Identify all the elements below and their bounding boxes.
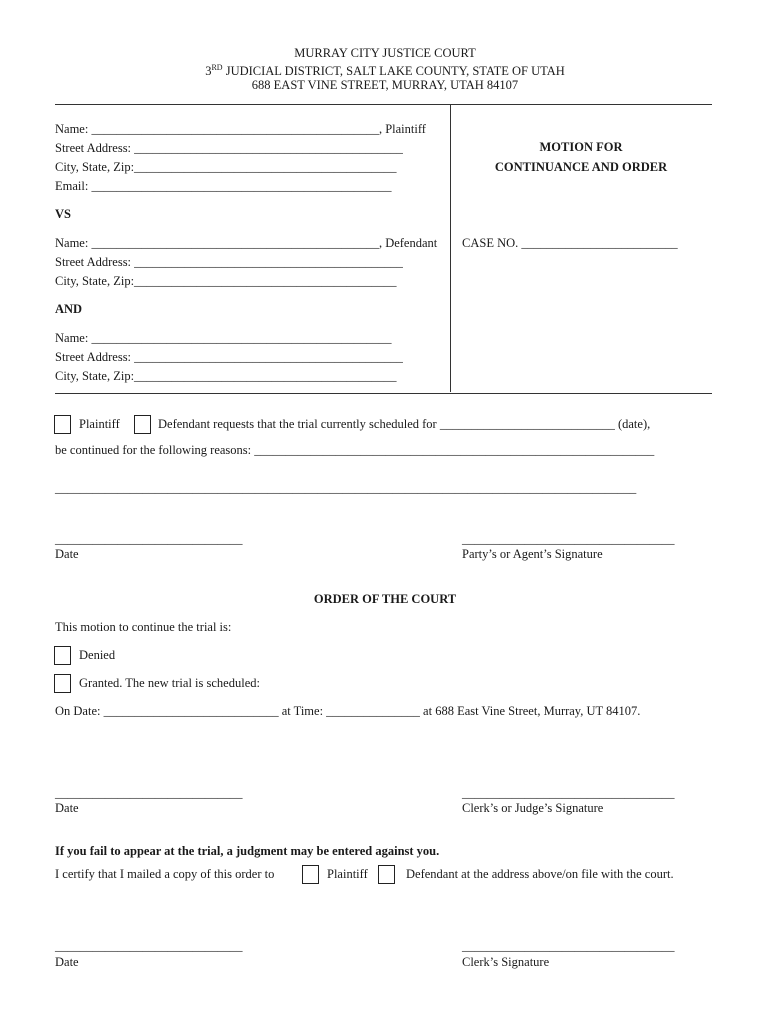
district-line bbox=[0, 64, 770, 78]
clerk-signature-label: Clerk’s Signature bbox=[462, 955, 550, 969]
caption-bottom-divider bbox=[55, 393, 712, 394]
date-label: Date bbox=[55, 547, 79, 561]
certify-defendant-text: Defendant at the address above/on file with the court. bbox=[406, 867, 674, 881]
reasons-field-extra[interactable]: _____________________________________________________________________________________________ bbox=[55, 481, 637, 495]
denied-checkbox[interactable] bbox=[54, 646, 71, 665]
court-name: MURRAY CITY JUSTICE COURT bbox=[294, 46, 476, 60]
plaintiff-name-field[interactable]: Name: ______________________________________________, Plaintiff bbox=[55, 122, 426, 136]
defendant-name-field[interactable]: Name: ______________________________________________, Defendant bbox=[55, 236, 438, 250]
clerk-signature-line[interactable]: __________________________________ bbox=[462, 939, 675, 953]
clerk-judge-signature-line[interactable]: __________________________________ bbox=[462, 786, 675, 800]
appearance-warning: If you fail to appear at the trial, a judgment may be entered against you. bbox=[55, 844, 440, 858]
reasons-field[interactable]: be continued for the following reasons: ________________________________________________________________ bbox=[55, 443, 655, 457]
date-label: Date bbox=[55, 801, 79, 815]
court-address: 688 EAST VINE STREET, MURRAY, UTAH 84107 bbox=[251, 78, 519, 92]
district-ordinal-suffix: RD bbox=[211, 63, 223, 72]
defendant-street-field[interactable]: Street Address: ___________________________________________ bbox=[55, 255, 403, 269]
defendant-checkbox[interactable] bbox=[134, 415, 151, 434]
order-intro: This motion to continue the trial is: bbox=[55, 620, 232, 634]
date-label: Date bbox=[55, 955, 79, 969]
plaintiff-checkbox-label: Plaintiff bbox=[79, 417, 120, 431]
date-signature-line[interactable]: ______________________________ bbox=[55, 786, 243, 800]
granted-label: Granted. The new trial is scheduled: bbox=[79, 676, 260, 690]
certify-plaintiff-label: Plaintiff bbox=[327, 867, 368, 881]
party-signature-label: Party’s or Agent’s Signature bbox=[462, 547, 603, 561]
party-street-field[interactable]: Street Address: ___________________________________________ bbox=[55, 350, 403, 364]
district-ordinal: 3 bbox=[205, 64, 212, 79]
plaintiff-city-field[interactable]: City, State, Zip:__________________________________________ bbox=[55, 160, 397, 174]
granted-checkbox[interactable] bbox=[54, 674, 71, 693]
denied-label: Denied bbox=[79, 648, 116, 662]
party-signature-line[interactable]: __________________________________ bbox=[462, 532, 675, 546]
certify-defendant-checkbox[interactable] bbox=[378, 865, 395, 884]
plaintiff-street-field[interactable]: Street Address: ___________________________________________ bbox=[55, 141, 403, 155]
new-trial-field[interactable]: On Date: ____________________________ at Time: _______________ at 688 East Vine Street, Murray, UT 84107. bbox=[55, 704, 641, 718]
date-signature-line[interactable]: ______________________________ bbox=[55, 532, 243, 546]
party-city-field[interactable]: City, State, Zip:__________________________________________ bbox=[55, 369, 397, 383]
plaintiff-email-field[interactable]: Email: ________________________________________________ bbox=[55, 179, 392, 193]
certify-text: I certify that I mailed a copy of this order to bbox=[55, 867, 275, 881]
motion-title: MOTION FOR bbox=[539, 140, 623, 154]
plaintiff-checkbox[interactable] bbox=[54, 415, 71, 434]
order-title: ORDER OF THE COURT bbox=[313, 592, 457, 606]
request-text[interactable]: Defendant requests that the trial currently scheduled for ____________________________ (date), bbox=[158, 417, 651, 431]
defendant-city-field[interactable]: City, State, Zip:__________________________________________ bbox=[55, 274, 397, 288]
vs-label: VS bbox=[55, 207, 71, 221]
header-divider bbox=[55, 104, 712, 105]
and-label: AND bbox=[55, 302, 83, 316]
party-name-field[interactable]: Name: ________________________________________________ bbox=[55, 331, 392, 345]
clerk-judge-signature-label: Clerk’s or Judge’s Signature bbox=[462, 801, 604, 815]
motion-subtitle: CONTINUANCE AND ORDER bbox=[494, 160, 668, 174]
district-text: JUDICIAL DISTRICT, SALT LAKE COUNTY, STATE OF UTAH bbox=[222, 64, 565, 79]
case-number-field[interactable]: CASE NO. _________________________ bbox=[462, 236, 678, 250]
certify-plaintiff-checkbox[interactable] bbox=[302, 865, 319, 884]
date-signature-line[interactable]: ______________________________ bbox=[55, 939, 243, 953]
